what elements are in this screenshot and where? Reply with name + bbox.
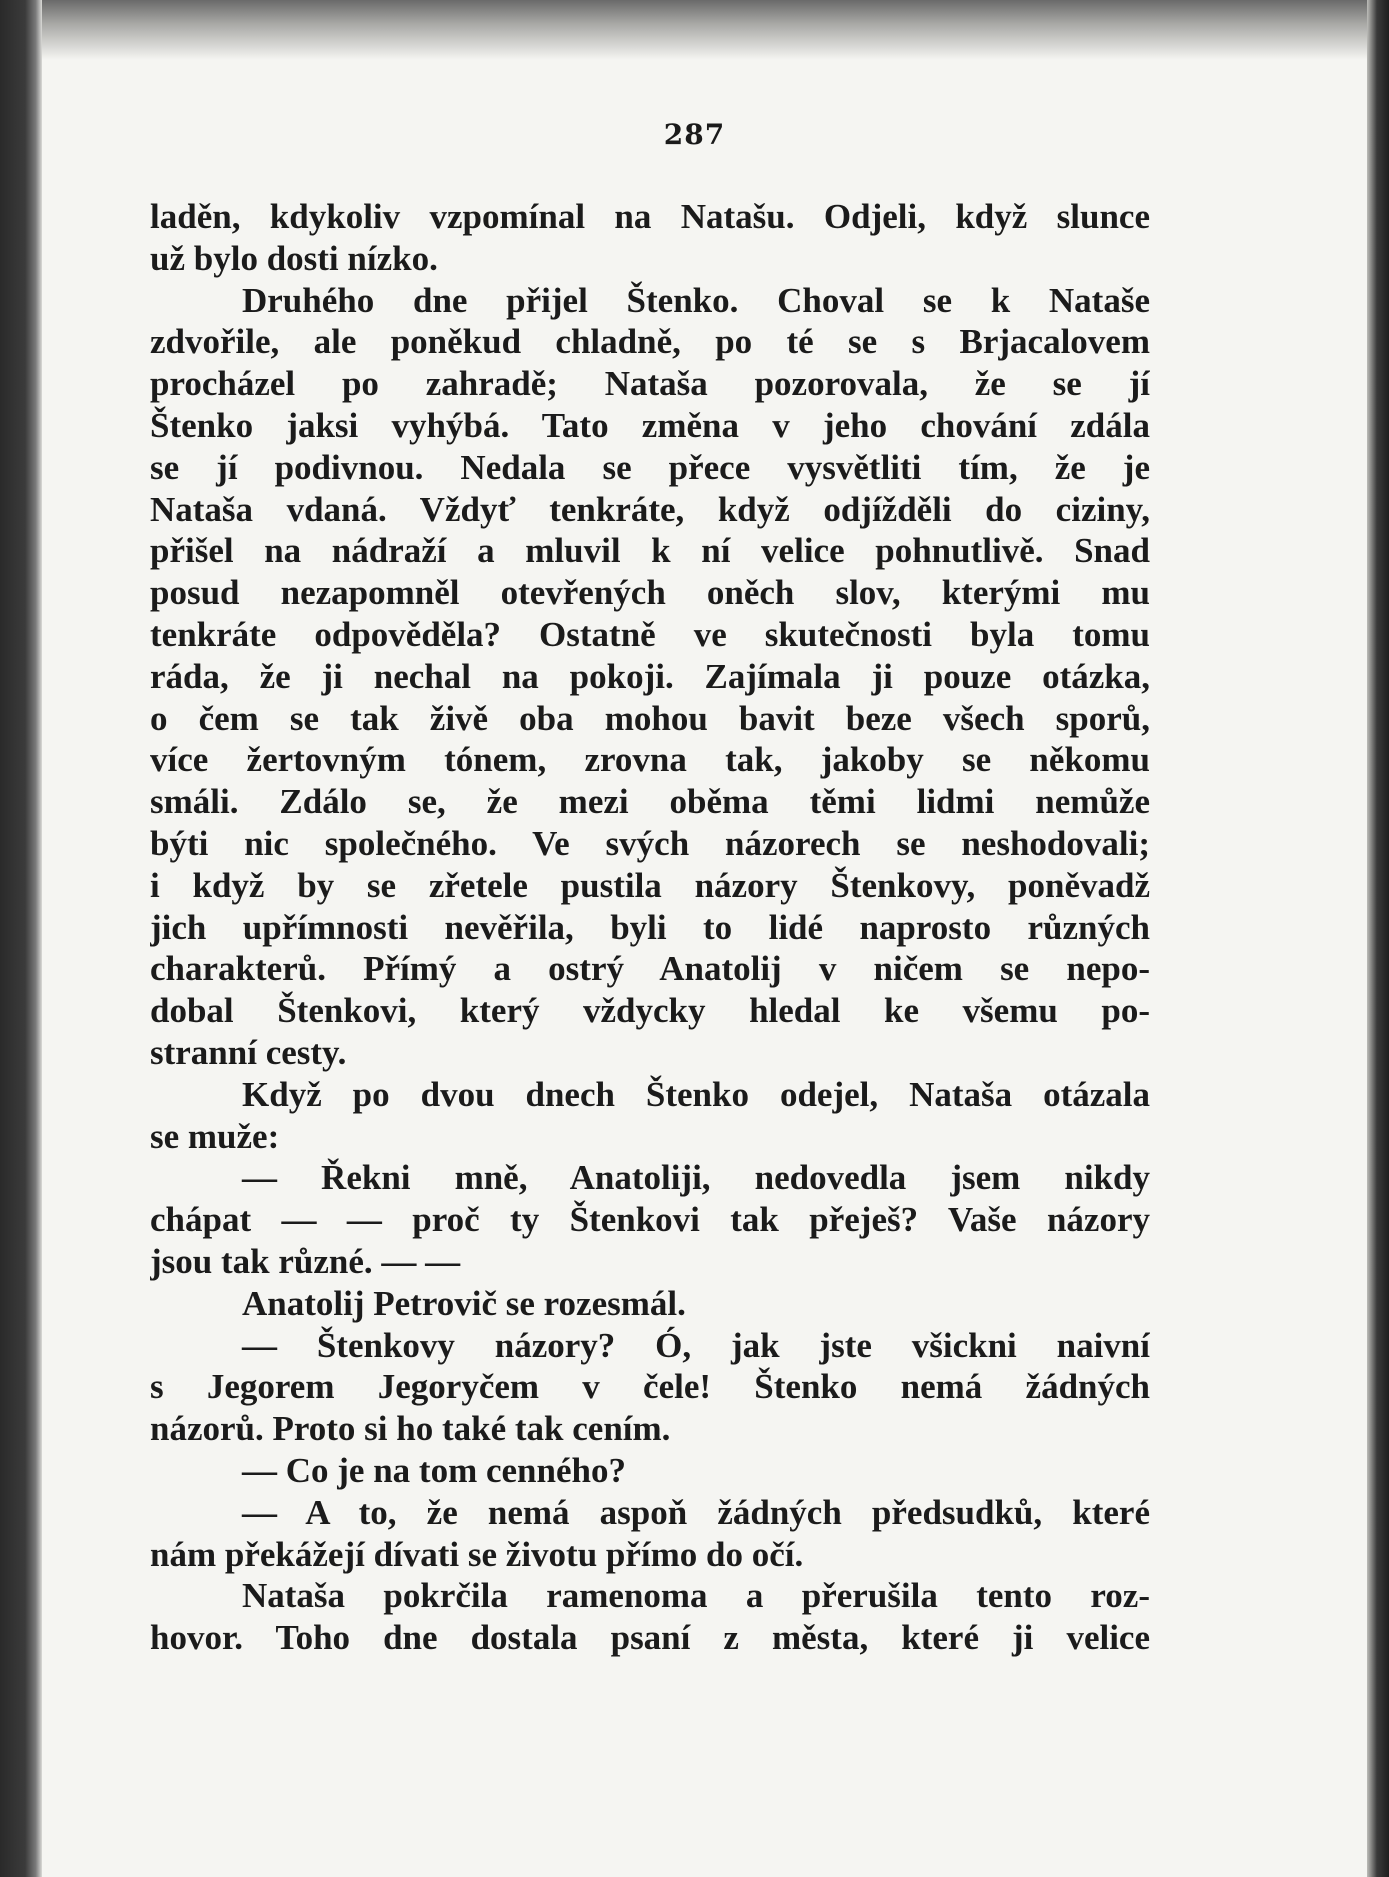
text-line: Nataša pokrčila ramenoma a přerušila tento roz- (242, 1576, 1150, 1616)
text-line: s Jegorem Jegoryčem v čele! Štenko nemá žádných (150, 1367, 1150, 1407)
text-line: smáli. Zdálo se, že mezi oběma těmi lidmi nemůže (150, 782, 1150, 822)
text-line: Anatolij Petrovič se rozesmál. (242, 1283, 686, 1323)
text-line: jich upřímnosti nevěřila, byli to lidé naprosto různých (150, 907, 1150, 947)
text-line: procházel po zahradě; Nataša pozorovala, že se jí (150, 364, 1150, 404)
text-line: býti nic společného. Ve svých názorech se neshodovali; (150, 823, 1150, 863)
text-line: více žertovným tónem, zrovna tak, jakoby se někomu (150, 740, 1150, 780)
text-line: ráda, že ji nechal na pokoji. Zajímala ji pouze otázka, (150, 656, 1150, 696)
text-line: přišel na nádraží a mluvil k ní velice pohnutlivě. Snad (150, 531, 1150, 571)
text-line: posud nezapomněl otevřených oněch slov, kterými mu (150, 573, 1150, 613)
text-line: i když by se zřetele pustila názory Štenkovy, poněvadž (150, 865, 1150, 905)
book-spine-edge (0, 0, 42, 1877)
text-line: se jí podivnou. Nedala se přece vysvětliti tím, že je (150, 447, 1150, 487)
page-number: 287 (663, 118, 726, 151)
text-line: — Co je na tom cenného? (242, 1450, 626, 1490)
text-line: — A to, že nemá aspoň žádných předsudků, které (242, 1492, 1150, 1532)
text-line: charakterů. Přímý a ostrý Anatolij v ničem se nepo- (150, 949, 1150, 989)
text-line: o čem se tak živě oba mohou bavit beze všech sporů, (150, 698, 1150, 738)
body-text (150, 196, 1150, 1659)
text-line: názorů. Proto si ho také tak cením. (150, 1409, 671, 1449)
text-line: hovor. Toho dne dostala psaní z města, které ji velice (150, 1618, 1150, 1658)
page-right-edge (1367, 0, 1389, 1877)
text-line: laděn, kdykoliv vzpomínal na Natašu. Odjeli, když slunce (150, 197, 1150, 236)
text-line: Když po dvou dnech Štenko odejel, Nataša otázala (242, 1074, 1150, 1114)
text-line: jsou tak různé. — — (150, 1241, 461, 1281)
text-line: chápat — — proč ty Štenkovi tak přeješ? Vaše názory (150, 1200, 1150, 1240)
text-line: — Štenkovy názory? Ó, jak jste všickni naivní (242, 1325, 1150, 1365)
text-line: zdvořile, ale poněkud chladně, po té se s Brjacalovem (150, 322, 1150, 362)
text-line: nám překážejí dívati se životu přímo do očí. (150, 1534, 804, 1574)
text-line: se muže: (150, 1116, 280, 1156)
text-line: Druhého dne přijel Štenko. Choval se k Nataše (242, 280, 1150, 320)
text-line: — Řekni mně, Anatoliji, nedovedla jsem nikdy (242, 1158, 1150, 1198)
text-line: Nataša vdaná. Vždyť tenkráte, když odjížděli do ciziny, (150, 489, 1150, 529)
text-line: tenkráte odpověděla? Ostatně ve skutečnosti byla tomu (150, 614, 1150, 654)
page-top-shadow (0, 0, 1389, 60)
text-line: Štenko jaksi vyhýbá. Tato změna v jeho chování zdála (150, 405, 1150, 445)
text-line: stranní cesty. (150, 1032, 347, 1072)
text-line: už bylo dosti nízko. (150, 238, 438, 278)
text-line: dobal Štenkovi, který vždycky hledal ke všemu po- (150, 991, 1150, 1031)
